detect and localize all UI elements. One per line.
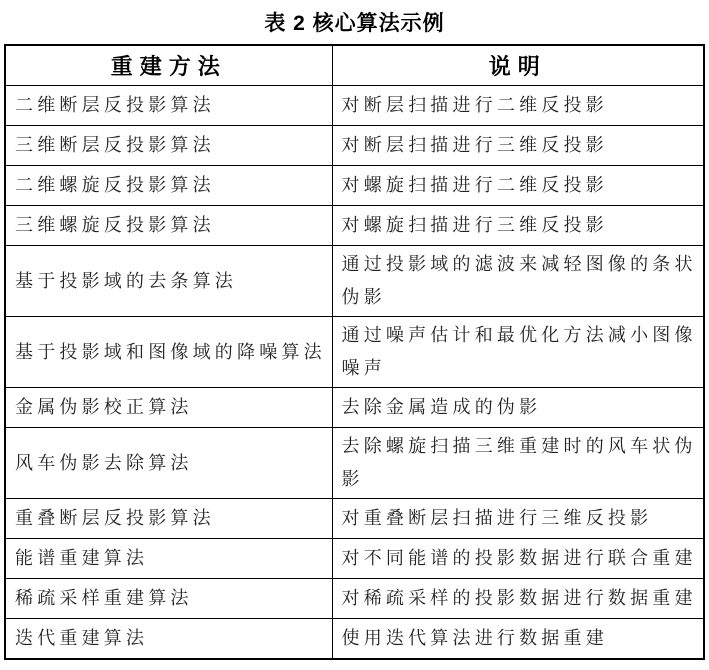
description-cell: 去除金属造成的伪影	[332, 388, 704, 428]
description-cell: 对稀疏采样的投影数据进行数据重建	[332, 579, 704, 619]
table-row	[5, 206, 704, 246]
method-cell: 三维螺旋反投影算法	[5, 206, 332, 246]
column-header-method: 重建方法	[5, 45, 332, 86]
description-cell: 对重叠断层扫描进行三维反投影	[332, 499, 704, 539]
method-cell: 二维断层反投影算法	[5, 86, 332, 126]
core-algorithms-table	[4, 44, 705, 660]
description-cell: 通过噪声估计和最优化方法减小图像噪声	[332, 317, 704, 388]
table-row	[5, 579, 704, 619]
description-cell: 通过投影域的滤波来减轻图像的条状伪影	[332, 246, 704, 317]
table-header-row	[5, 45, 704, 86]
method-cell: 稀疏采样重建算法	[5, 579, 332, 619]
description-cell: 去除螺旋扫描三维重建时的风车状伪影	[332, 428, 704, 499]
description-cell: 对螺旋扫描进行二维反投影	[332, 166, 704, 206]
description-cell: 对螺旋扫描进行三维反投影	[332, 206, 704, 246]
method-cell: 风车伪影去除算法	[5, 428, 332, 499]
description-cell: 使用迭代算法进行数据重建	[332, 619, 704, 660]
description-cell: 对断层扫描进行二维反投影	[332, 86, 704, 126]
method-cell: 三维断层反投影算法	[5, 126, 332, 166]
table-row	[5, 499, 704, 539]
table-row	[5, 317, 704, 388]
table-title: 表 2 核心算法示例	[264, 12, 445, 35]
column-header-description: 说明	[332, 45, 704, 86]
table-row	[5, 539, 704, 579]
table-row	[5, 388, 704, 428]
description-cell: 对断层扫描进行三维反投影	[332, 126, 704, 166]
table-row	[5, 246, 704, 317]
method-cell: 金属伪影校正算法	[5, 388, 332, 428]
method-cell: 二维螺旋反投影算法	[5, 166, 332, 206]
table-row	[5, 166, 704, 206]
method-cell: 重叠断层反投影算法	[5, 499, 332, 539]
method-cell: 迭代重建算法	[5, 619, 332, 660]
method-cell: 基于投影域的去条算法	[5, 246, 332, 317]
table-row	[5, 126, 704, 166]
description-cell: 对不同能谱的投影数据进行联合重建	[332, 539, 704, 579]
table-row	[5, 86, 704, 126]
method-cell: 能谱重建算法	[5, 539, 332, 579]
method-cell: 基于投影域和图像域的降噪算法	[5, 317, 332, 388]
table-row	[5, 619, 704, 660]
table-row	[5, 428, 704, 499]
